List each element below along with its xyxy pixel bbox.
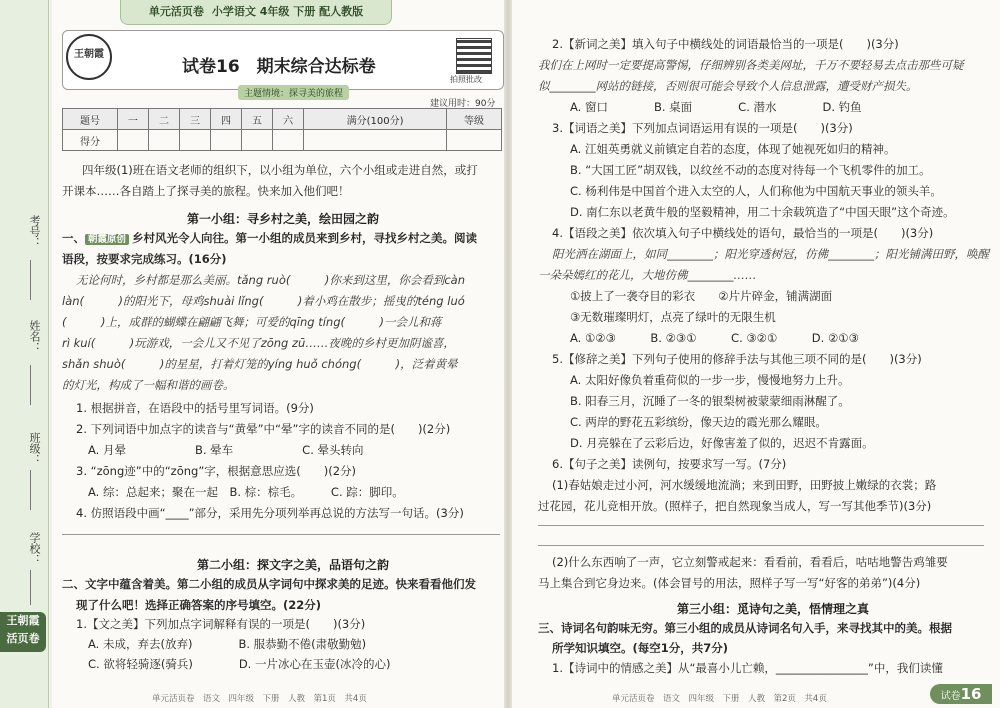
school-label: 学校： xyxy=(28,532,41,565)
option: C. 两岸的野花五彩缤纷，像天边的霞光那么耀眼。 xyxy=(570,415,827,429)
q2-item-5: 5.【修辞之美】下列句子使用的修辞手法与其他三项不同的是( )(3分) xyxy=(552,352,922,366)
q2-options: A. 未成，弃去(放弃) B. 服恭勤不倦(肃敬勤勉) xyxy=(88,637,367,651)
question-1: 一、 朝霞原创 乡村风光令人向往。第一小组的成员来到乡村，寻找乡村之美。阅读 xyxy=(62,231,478,245)
q2-item-6-2: (2)什么东西响了一声，它立刻警戒起来：看看前，看看后，咕咕地警告鸡雏要 xyxy=(552,555,948,569)
question-1-cont: 语段，按要求完成练习。(16分) xyxy=(62,252,227,266)
suggested-time: 建议用时：90分 xyxy=(430,99,496,109)
q2-item-6-1-cont: 过花园，花儿竞相开放。(照样子，把自然现象当成人，写一写其他季节)(3分) xyxy=(538,499,932,513)
q1-item-3: 3. “zōng迹”中的“zōng”字，根据意思应选( )(2分) xyxy=(76,464,357,478)
option: A. ①②③ B. ②③① C. ③②① D. ②①③ xyxy=(570,331,859,345)
answer-line[interactable] xyxy=(62,534,500,535)
group3-title: 第三小组：觅诗句之美，悟情理之真 xyxy=(677,602,870,616)
q2-item-2-text: 我们在上网时一定要提高警惕，仔细辨别各类美网址，千万不要轻易去点击那些可疑 xyxy=(538,58,964,72)
page-footer: 单元活页卷 语文 四年级 下册 人教 第2页 共4页 xyxy=(612,694,827,704)
q2-item-4: 4.【语段之美】依次填入句子中横线处的语句，最恰当的一项是( )(3分) xyxy=(552,226,934,240)
page-footer: 单元活页卷 语文 四年级 下册 人教 第1页 共4页 xyxy=(152,694,367,704)
q2-item-4-text: 阳光洒在湖面上，如同________；阳光穿透树冠，仿佛________；阳光铺满田野，唤醒 xyxy=(552,247,989,261)
q2-item-1: 1.【文之美】下列加点字词解释有误的一项是( )(3分) xyxy=(76,617,366,631)
q1-item-2: 2. 下列词语中加点字的读音与“黄晕”中“晕”字的读音不同的是( )(2分) xyxy=(76,422,451,436)
option: A. 太阳好像负着重荷似的一步一步，慢慢地努力上升。 xyxy=(570,373,850,387)
passage-line: 的灯光，构成了一幅和谐的画卷。 xyxy=(62,378,235,392)
publisher-logo: 王朝霞 xyxy=(66,34,112,80)
exam-no-label: 考号： xyxy=(28,215,41,248)
passage-line: rì kuí( )玩游戏，一会儿又不见了zōng zū……夜晚的乡村更加阴谧喜， xyxy=(62,336,455,350)
original-tag: 朝霞原创 xyxy=(85,234,129,245)
q1-item-1: 1. 根据拼音，在语段中的括号里写词语。(9分) xyxy=(76,401,314,415)
name-label: 姓名： xyxy=(28,320,41,353)
intro-line: 四年级(1)班在语文老师的组织下，以小组为单位，六个小组或走进自然，或打 xyxy=(82,163,478,177)
passage-line: ( )上，成群的蝴蝶在翩翩飞舞；可爱的qīng tíng( )一会儿和蒋 xyxy=(62,315,442,329)
option: ③无数璀璨明灯，点亮了绿叶的无限生机 xyxy=(570,310,776,324)
option: A. 江姐英勇就义前镇定自若的态度，体现了她视死如归的精神。 xyxy=(570,142,896,156)
option: ①披上了一袭夺目的彩衣 ②片片碎金，铺满湖面 xyxy=(570,289,833,303)
question-3: 三、诗词名句韵味无穷。第三小组的成员从诗词名句入手，来寻找其中的美。根据 xyxy=(538,621,952,635)
q3-item-1: 1.【诗词中的情感之美】从“最喜小儿亡赖，________________”中，我们读懂 xyxy=(552,661,943,675)
group1-title: 第一小组：寻乡村之美，绘田园之韵 xyxy=(187,212,380,226)
question-2-cont: 现了什么吧！选择正确答案的序号填空。(22分) xyxy=(76,598,322,612)
brand-logo: 王朝霞 活页卷 xyxy=(0,612,46,652)
q1-options: A. 综：总起来；聚在一起 B. 棕：棕毛。 C. 踪：脚印。 xyxy=(88,485,404,499)
q2-item-6-1: (1)春姑娘走过小河，河水缓缓地流淌；来到田野，田野披上嫩绿的衣裳；路 xyxy=(552,478,937,492)
class-label: 班级： xyxy=(28,432,41,465)
option: D. 月亮躲在了云彩后边，好像害羞了似的，迟迟不肯露面。 xyxy=(570,436,874,450)
option: B. 阳春三月，沉睡了一冬的银梨树被蒙蒙细雨淋醒了。 xyxy=(570,394,850,408)
q2-item-2-text: 似________网站的链接，否则很可能会导致个人信息泄露，遭受财产损失。 xyxy=(538,79,918,93)
page-spine xyxy=(504,0,512,708)
group2-title: 第二小组：探文字之美，品语句之韵 xyxy=(197,558,390,572)
q2-item-3: 3.【词语之美】下列加点词语运用有误的一项是( )(3分) xyxy=(552,121,853,135)
qr-code-icon[interactable] xyxy=(456,38,492,74)
q2-item-4-text: 一朵朵嫣红的花儿，大地仿佛________…… xyxy=(538,268,757,282)
qr-label: 拍照批改 xyxy=(450,75,482,84)
header-tab: 单元活页卷 小学语文 4年级 下册 配人教版 xyxy=(120,0,392,25)
left-page xyxy=(52,0,504,708)
passage-line: 无论何时，乡村都是那么美丽。tǎng ruò( )你来到这里，你会看到càn xyxy=(76,273,465,287)
question-2: 二、文字中蕴含着美。第二小组的成员从字词句中探求美的足迹。快来看看他们发 xyxy=(62,577,476,591)
test-number-badge: 试卷16 xyxy=(930,684,992,704)
q2-item-2-options: A. 窗口 B. 桌面 C. 潜水 D. 钓鱼 xyxy=(570,100,862,114)
answer-line[interactable] xyxy=(538,545,984,546)
q2-item-6-2-cont: 马上集合到它身边来。(体会冒号的用法，照样子写一写“好客的弟弟”)(4分) xyxy=(538,576,921,590)
question-3-cont: 所学知识填空。(每空1分，共7分) xyxy=(552,641,729,655)
q1-item-4: 4. 仿照语段中画“____”部分，采用先分项列举再总说的方法写一句话。(3分) xyxy=(76,506,464,520)
passage-line: shǎn shuò( )的星星，打着灯笼的yíng huǒ chóng( )，泛着黄晕 xyxy=(62,357,458,371)
theme-badge: 主题情境：探寻美的旅程 xyxy=(238,85,349,100)
score-table: 题号 一 二 三 四 五 六 满分(100分) 等级 得分 xyxy=(62,108,502,151)
q2-item-6: 6.【句子之美】读例句，按要求写一写。(7分) xyxy=(552,457,787,471)
right-page xyxy=(512,0,1000,708)
intro-line: 开课本……各自踏上了探寻美的旅程。快来加入他们吧！ xyxy=(62,184,350,198)
binding-strip xyxy=(0,0,49,708)
q2-options: C. 欲将轻骑逐(骑兵) D. 一片冰心在玉壶(冰冷的心) xyxy=(88,657,391,671)
answer-line[interactable] xyxy=(538,525,984,526)
passage-line: làn( )的阳光下，母鸡shuài lǐng( )着小鸡在散步；摇曳的téng luó xyxy=(62,294,465,308)
option: B. “大国工匠”胡双钱，以纹丝不动的态度对待每一个飞机零件的加工。 xyxy=(570,163,931,177)
option: C. 杨利伟是中国首个进入太空的人，人们称他为中国航天事业的领头羊。 xyxy=(570,184,942,198)
option: D. 南仁东以老黄牛般的坚毅精神，用二十余载筑造了“中国天眼”这个奇迹。 xyxy=(570,205,955,219)
q1-options: A. 月晕 B. 晕车 C. 晕头转向 xyxy=(88,443,364,457)
page-title: 试卷16 期末综合达标卷 xyxy=(182,57,376,77)
q2-item-2: 2.【新词之美】填入句子中横线处的词语最恰当的一项是( )(3分) xyxy=(552,37,899,51)
